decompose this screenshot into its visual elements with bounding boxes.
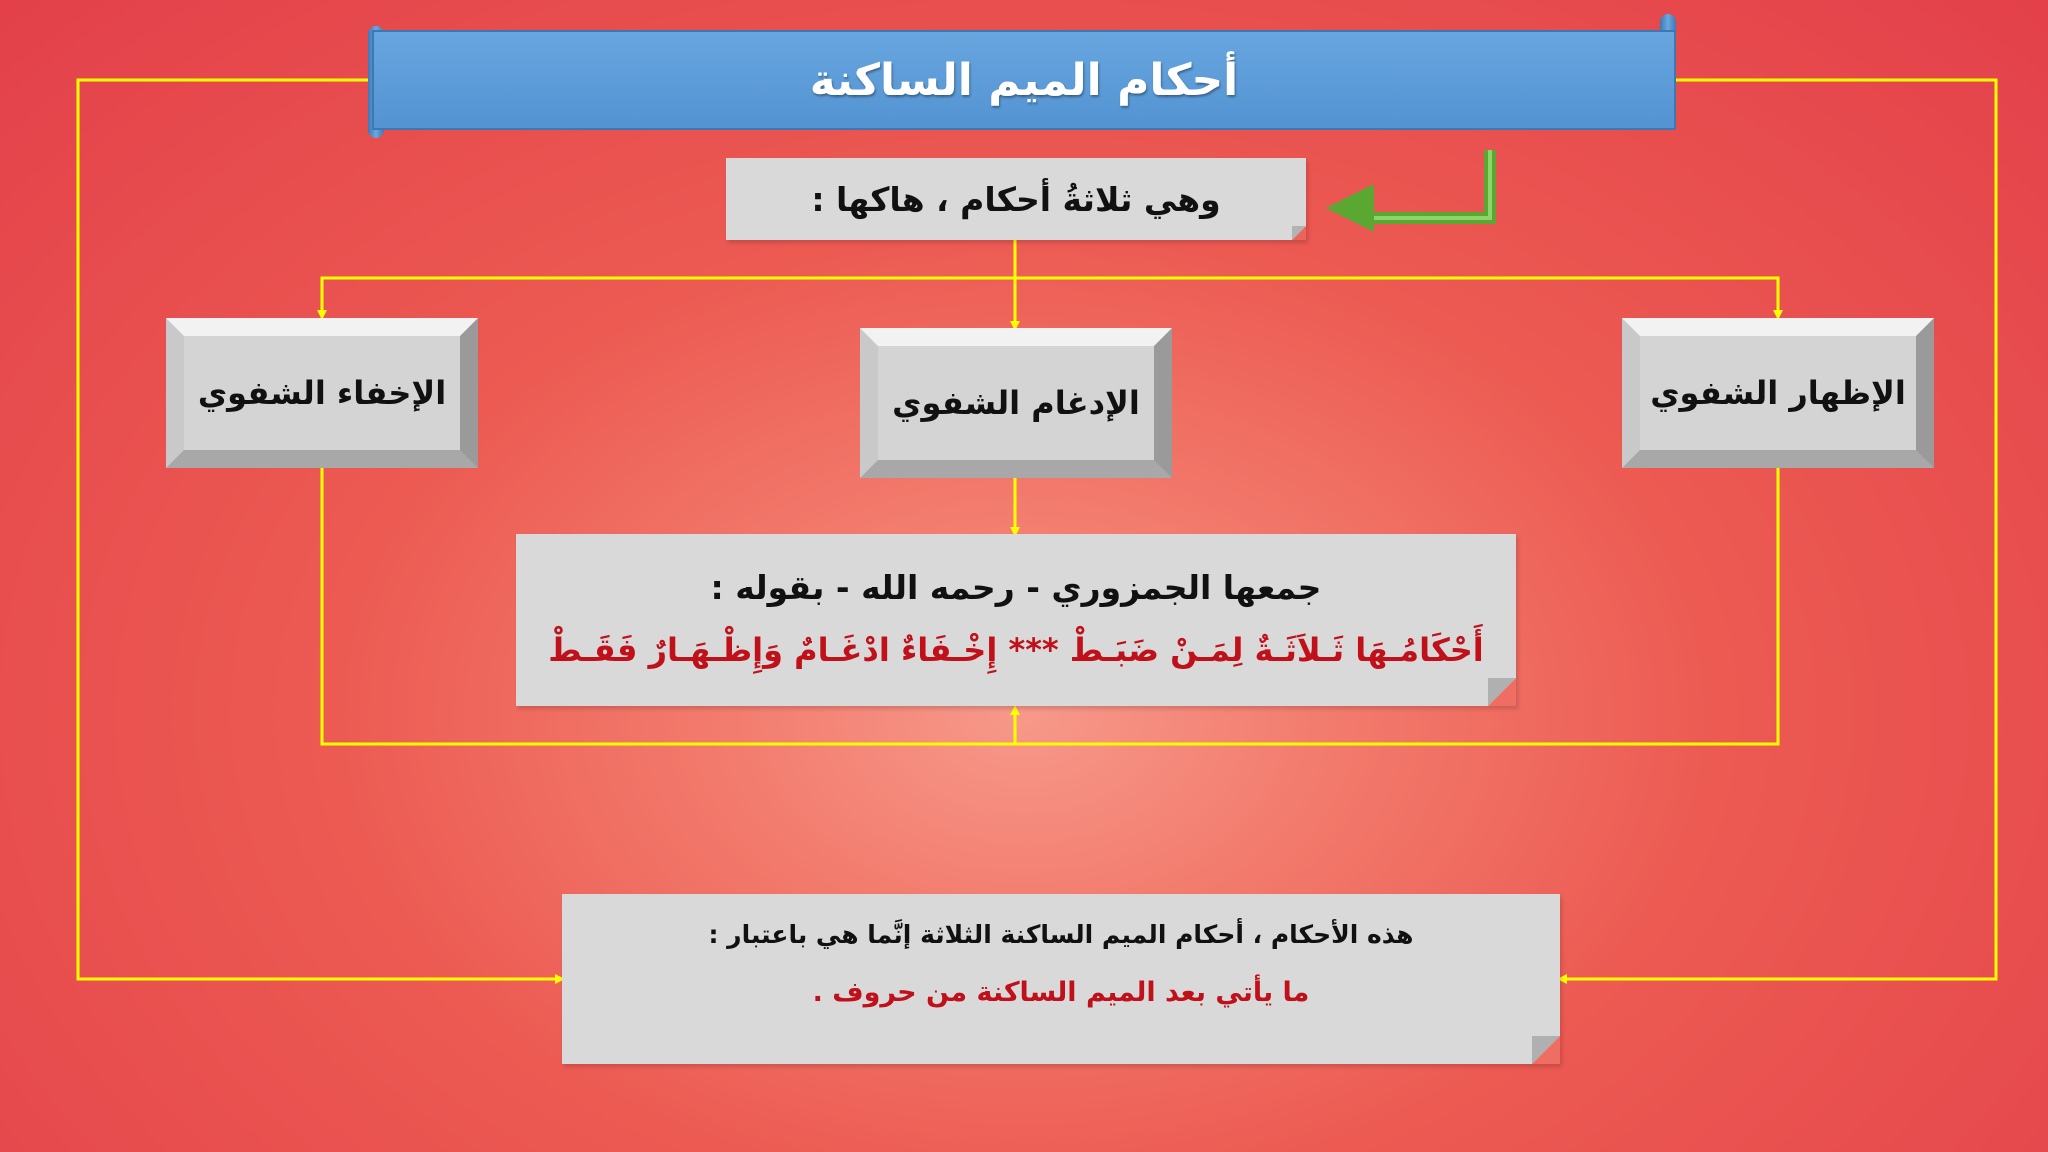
note-fold [1532, 1036, 1560, 1064]
note-fold [1292, 226, 1306, 240]
bottom-note [562, 894, 1560, 1064]
intro-note [726, 158, 1306, 240]
bottom-line1: هذه الأحكام ، أحكام الميم الساكنة الثلاثة إنَّما هي باعتبار : [708, 920, 1414, 949]
quote-heading: جمعها الجمزوري - رحمه الله - بقوله : [710, 568, 1322, 607]
page-title: أحكام الميم الساكنة [372, 30, 1676, 130]
rule-idgham-label: الإدغام الشفوي [892, 384, 1140, 422]
branch-left-connector [322, 278, 1015, 315]
quote-note [516, 534, 1516, 706]
rule-izhar-box [1622, 318, 1934, 468]
rule-ikhfa-label: الإخفاء الشفوي [197, 374, 447, 412]
quote-verse: أَحْكَامُـهَا ثَـلاَثَـةٌ لِمَـنْ ضَبَـطْ *** إِخْـفَاءٌ ادْغَـامٌ وَإِظْـهَـارٌ فَقَـطْ [548, 631, 1484, 669]
rule-izhar-label: الإظهار الشفوي [1650, 374, 1906, 412]
rule-idgham-box [860, 328, 1172, 478]
note-fold [1488, 678, 1516, 706]
rule-ikhfa-box [166, 318, 478, 468]
outer-left-connector [78, 80, 560, 979]
bottom-line2: ما يأتي بعد الميم الساكنة من حروف . [812, 977, 1310, 1008]
branch-right-connector [1015, 278, 1778, 315]
intro-text: وهي ثلاثةُ أحكام ، هاكها : [811, 179, 1221, 219]
green-arrow-icon [1320, 146, 1500, 236]
